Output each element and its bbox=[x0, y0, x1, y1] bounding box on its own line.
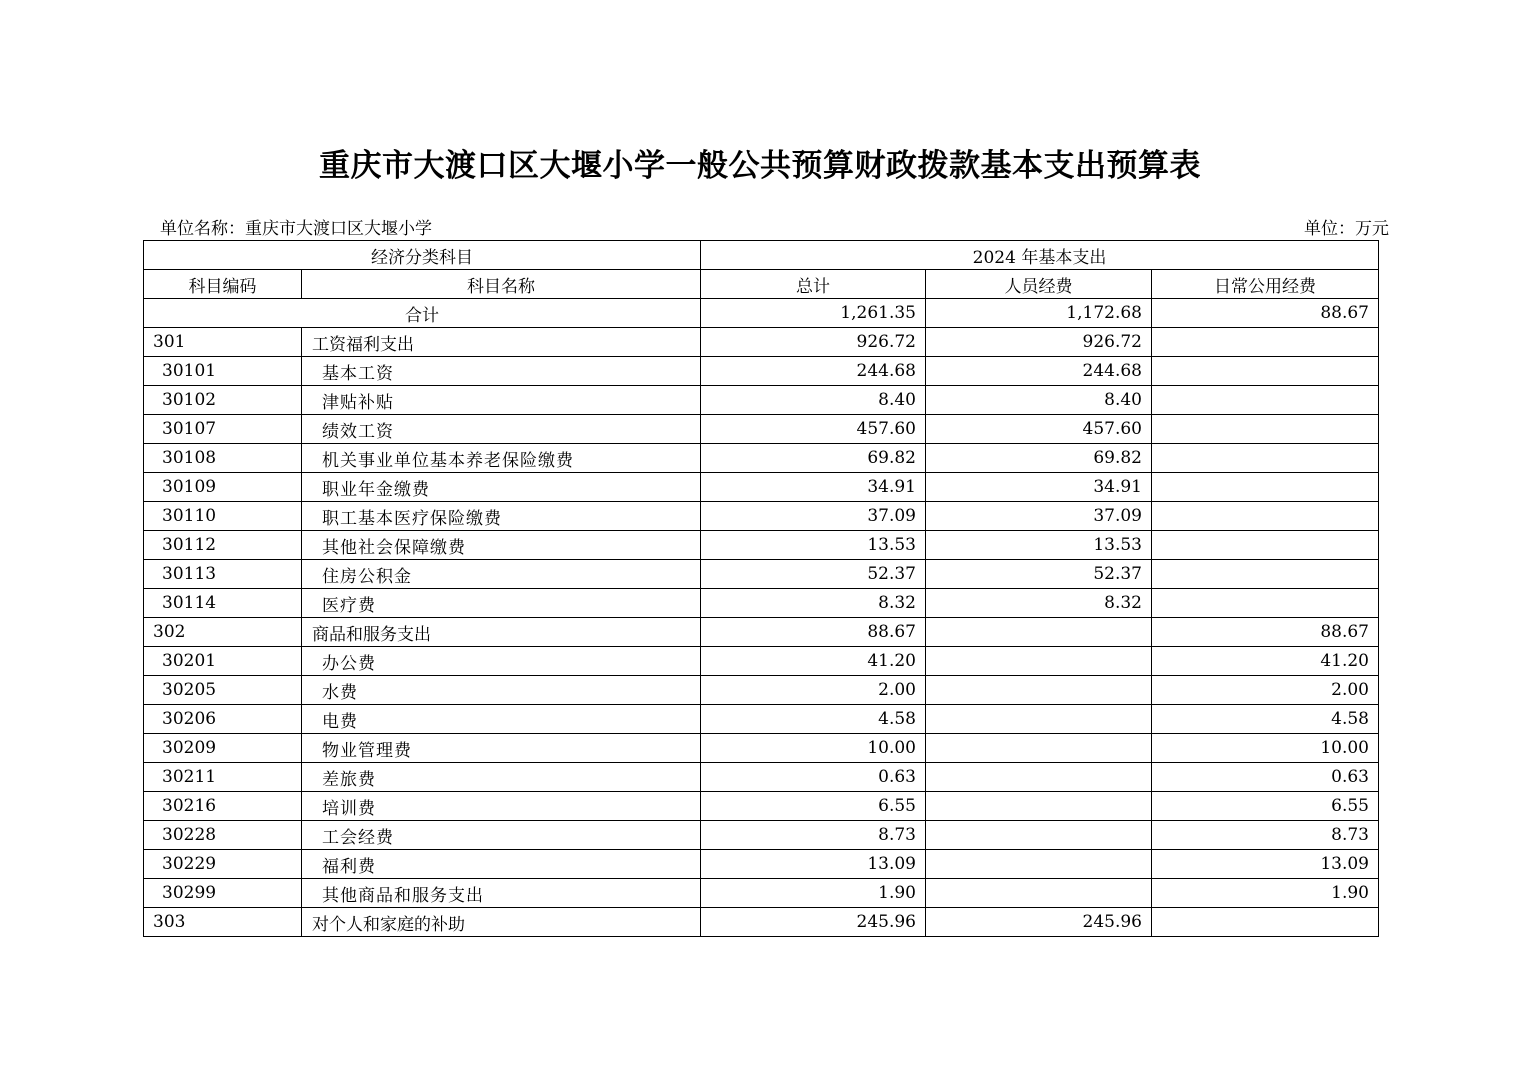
row-total: 10.00 bbox=[701, 734, 926, 763]
header-code: 科目编码 bbox=[144, 270, 302, 299]
row-personnel bbox=[926, 618, 1152, 647]
row-public: 6.55 bbox=[1152, 792, 1379, 821]
row-public: 41.20 bbox=[1152, 647, 1379, 676]
row-name: 津贴补贴 bbox=[302, 386, 701, 415]
row-public: 8.73 bbox=[1152, 821, 1379, 850]
row-personnel bbox=[926, 792, 1152, 821]
table-row bbox=[144, 734, 1379, 763]
row-code: 30113 bbox=[144, 560, 302, 589]
row-personnel: 34.91 bbox=[926, 473, 1152, 502]
row-code: 30201 bbox=[144, 647, 302, 676]
row-total: 13.53 bbox=[701, 531, 926, 560]
row-personnel: 69.82 bbox=[926, 444, 1152, 473]
table-row bbox=[144, 908, 1379, 937]
row-code: 30216 bbox=[144, 792, 302, 821]
sum-row bbox=[144, 299, 1379, 328]
row-name: 其他社会保障缴费 bbox=[302, 531, 701, 560]
header-basic-expenditure: 2024 年基本支出 bbox=[701, 241, 1379, 270]
row-total: 88.67 bbox=[701, 618, 926, 647]
row-public bbox=[1152, 328, 1379, 357]
table-row bbox=[144, 792, 1379, 821]
header-econ-category: 经济分类科目 bbox=[144, 241, 701, 270]
row-personnel bbox=[926, 676, 1152, 705]
row-code: 30107 bbox=[144, 415, 302, 444]
row-name: 工资福利支出 bbox=[302, 328, 701, 357]
row-public bbox=[1152, 444, 1379, 473]
row-name: 其他商品和服务支出 bbox=[302, 879, 701, 908]
row-code: 303 bbox=[144, 908, 302, 937]
row-public: 0.63 bbox=[1152, 763, 1379, 792]
row-name: 职业年金缴费 bbox=[302, 473, 701, 502]
header-group-row bbox=[144, 241, 1379, 270]
header-public: 日常公用经费 bbox=[1152, 270, 1379, 299]
table-row bbox=[144, 386, 1379, 415]
row-code: 30114 bbox=[144, 589, 302, 618]
row-personnel: 52.37 bbox=[926, 560, 1152, 589]
row-personnel: 457.60 bbox=[926, 415, 1152, 444]
table-row bbox=[144, 328, 1379, 357]
row-code: 30109 bbox=[144, 473, 302, 502]
row-public: 88.67 bbox=[1152, 618, 1379, 647]
row-code: 30108 bbox=[144, 444, 302, 473]
table-row bbox=[144, 763, 1379, 792]
row-personnel: 8.40 bbox=[926, 386, 1152, 415]
row-personnel bbox=[926, 705, 1152, 734]
row-public bbox=[1152, 560, 1379, 589]
row-total: 41.20 bbox=[701, 647, 926, 676]
row-code: 30112 bbox=[144, 531, 302, 560]
row-name: 职工基本医疗保险缴费 bbox=[302, 502, 701, 531]
row-personnel: 13.53 bbox=[926, 531, 1152, 560]
header-personnel: 人员经费 bbox=[926, 270, 1152, 299]
header-column-row bbox=[144, 270, 1379, 299]
row-public bbox=[1152, 415, 1379, 444]
unit-name: 单位名称：重庆市大渡口区大堰小学 bbox=[160, 219, 432, 239]
row-name: 绩效工资 bbox=[302, 415, 701, 444]
row-personnel bbox=[926, 763, 1152, 792]
row-total: 457.60 bbox=[701, 415, 926, 444]
table-row bbox=[144, 705, 1379, 734]
row-name: 基本工资 bbox=[302, 357, 701, 386]
row-name: 医疗费 bbox=[302, 589, 701, 618]
row-name: 福利费 bbox=[302, 850, 701, 879]
table-row bbox=[144, 560, 1379, 589]
row-code: 30101 bbox=[144, 357, 302, 386]
row-public bbox=[1152, 531, 1379, 560]
row-total: 245.96 bbox=[701, 908, 926, 937]
row-name: 培训费 bbox=[302, 792, 701, 821]
row-public bbox=[1152, 473, 1379, 502]
row-name: 物业管理费 bbox=[302, 734, 701, 763]
row-personnel: 244.68 bbox=[926, 357, 1152, 386]
sum-public: 88.67 bbox=[1152, 299, 1379, 328]
row-code: 30211 bbox=[144, 763, 302, 792]
row-personnel: 926.72 bbox=[926, 328, 1152, 357]
sum-label: 合计 bbox=[144, 299, 701, 328]
row-total: 4.58 bbox=[701, 705, 926, 734]
row-code: 30206 bbox=[144, 705, 302, 734]
unit-label: 单位：万元 bbox=[1304, 219, 1389, 239]
table-row bbox=[144, 531, 1379, 560]
row-name: 商品和服务支出 bbox=[302, 618, 701, 647]
row-name: 住房公积金 bbox=[302, 560, 701, 589]
row-personnel bbox=[926, 850, 1152, 879]
budget-table bbox=[143, 240, 1379, 937]
row-total: 926.72 bbox=[701, 328, 926, 357]
row-total: 52.37 bbox=[701, 560, 926, 589]
row-public: 1.90 bbox=[1152, 879, 1379, 908]
row-name: 机关事业单位基本养老保险缴费 bbox=[302, 444, 701, 473]
row-personnel bbox=[926, 879, 1152, 908]
row-personnel: 8.32 bbox=[926, 589, 1152, 618]
row-code: 30110 bbox=[144, 502, 302, 531]
table-row bbox=[144, 879, 1379, 908]
row-public: 2.00 bbox=[1152, 676, 1379, 705]
row-public bbox=[1152, 908, 1379, 937]
row-personnel: 245.96 bbox=[926, 908, 1152, 937]
page-title: 重庆市大渡口区大堰小学一般公共预算财政拨款基本支出预算表 bbox=[319, 148, 1201, 184]
row-total: 13.09 bbox=[701, 850, 926, 879]
row-total: 0.63 bbox=[701, 763, 926, 792]
row-code: 30205 bbox=[144, 676, 302, 705]
row-total: 37.09 bbox=[701, 502, 926, 531]
row-public: 13.09 bbox=[1152, 850, 1379, 879]
row-public: 4.58 bbox=[1152, 705, 1379, 734]
table-row bbox=[144, 589, 1379, 618]
table-row bbox=[144, 618, 1379, 647]
table-row bbox=[144, 821, 1379, 850]
row-total: 8.40 bbox=[701, 386, 926, 415]
row-public bbox=[1152, 386, 1379, 415]
row-code: 30209 bbox=[144, 734, 302, 763]
table-row bbox=[144, 502, 1379, 531]
table-row bbox=[144, 415, 1379, 444]
table-row bbox=[144, 444, 1379, 473]
row-personnel bbox=[926, 821, 1152, 850]
row-code: 30228 bbox=[144, 821, 302, 850]
row-code: 30229 bbox=[144, 850, 302, 879]
row-code: 30299 bbox=[144, 879, 302, 908]
row-name: 工会经费 bbox=[302, 821, 701, 850]
row-total: 244.68 bbox=[701, 357, 926, 386]
row-total: 69.82 bbox=[701, 444, 926, 473]
table-row bbox=[144, 357, 1379, 386]
row-public bbox=[1152, 589, 1379, 618]
sum-total: 1,261.35 bbox=[701, 299, 926, 328]
row-code: 301 bbox=[144, 328, 302, 357]
row-name: 电费 bbox=[302, 705, 701, 734]
row-public: 10.00 bbox=[1152, 734, 1379, 763]
row-name: 办公费 bbox=[302, 647, 701, 676]
row-personnel bbox=[926, 647, 1152, 676]
sum-personnel: 1,172.68 bbox=[926, 299, 1152, 328]
row-public bbox=[1152, 357, 1379, 386]
row-name: 对个人和家庭的补助 bbox=[302, 908, 701, 937]
row-personnel bbox=[926, 734, 1152, 763]
table-row bbox=[144, 850, 1379, 879]
table-row bbox=[144, 676, 1379, 705]
row-name: 水费 bbox=[302, 676, 701, 705]
row-total: 8.32 bbox=[701, 589, 926, 618]
row-code: 302 bbox=[144, 618, 302, 647]
row-personnel: 37.09 bbox=[926, 502, 1152, 531]
row-total: 8.73 bbox=[701, 821, 926, 850]
row-code: 30102 bbox=[144, 386, 302, 415]
table-row bbox=[144, 473, 1379, 502]
row-public bbox=[1152, 502, 1379, 531]
row-total: 1.90 bbox=[701, 879, 926, 908]
table-row bbox=[144, 647, 1379, 676]
header-name: 科目名称 bbox=[302, 270, 701, 299]
row-total: 34.91 bbox=[701, 473, 926, 502]
header-total: 总计 bbox=[701, 270, 926, 299]
row-total: 2.00 bbox=[701, 676, 926, 705]
row-name: 差旅费 bbox=[302, 763, 701, 792]
row-total: 6.55 bbox=[701, 792, 926, 821]
